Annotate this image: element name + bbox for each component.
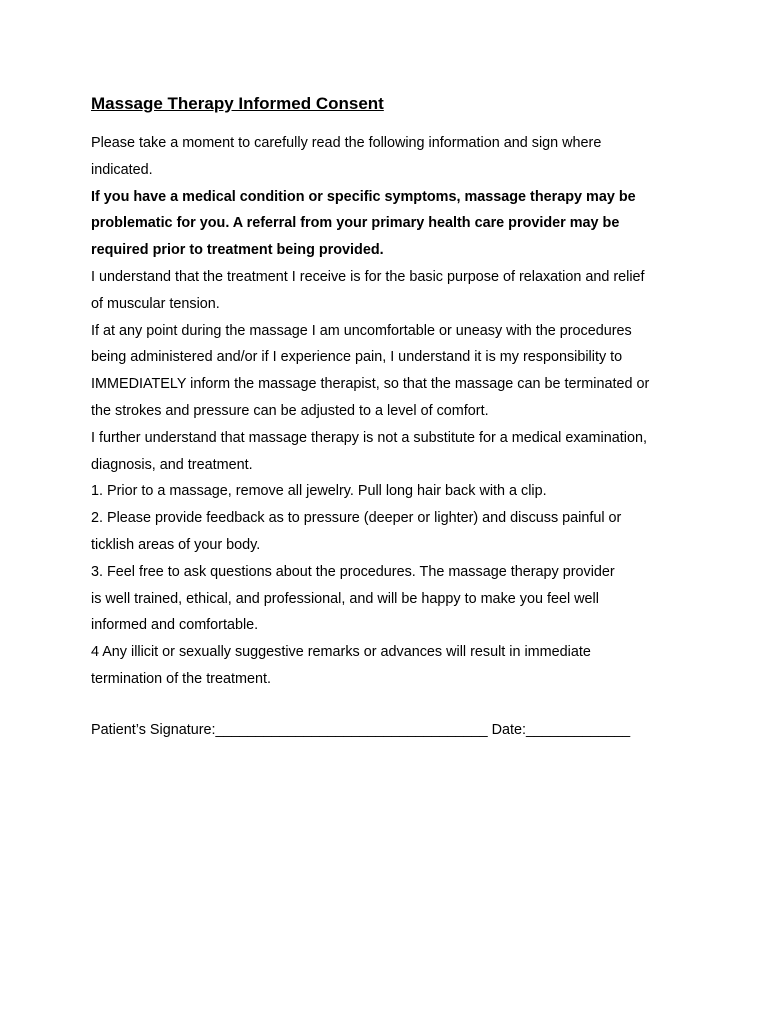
paragraph-line: of muscular tension.	[91, 295, 220, 312]
paragraph-line: required prior to treatment being provided.	[91, 242, 384, 259]
paragraph-line: termination of the treatment.	[91, 670, 271, 687]
paragraph-line: IMMEDIATELY inform the massage therapist, so that the massage can be terminated or	[91, 376, 650, 393]
paragraph-line: problematic for you. A referral from your primary health care provider may be	[91, 215, 620, 232]
paragraph-line: Please take a moment to carefully read the following information and sign where	[91, 135, 602, 151]
paragraph-line: 4 Any illicit or sexually suggestive remarks or advances will result in immediate	[91, 644, 591, 661]
document-title: Massage Therapy Informed Consent	[91, 94, 384, 113]
signature-date-line: Patient’s Signature:__________________________________ Date:_____________	[91, 722, 631, 738]
document-body	[91, 130, 731, 693]
paragraph-line: indicated.	[91, 161, 153, 178]
paragraph-line: diagnosis, and treatment.	[91, 456, 253, 473]
paragraph-line: informed and comfortable.	[91, 617, 259, 634]
paragraph-line: I understand that the treatment I receive is for the basic purpose of relaxation and relief	[91, 268, 645, 285]
paragraph-line: being administered and/or if I experience pain, I understand it is my responsibility to	[91, 349, 623, 366]
paragraph-line: ticklish areas of your body.	[91, 536, 261, 553]
paragraph-line: 1. Prior to a massage, remove all jewelry. Pull long hair back with a clip.	[91, 483, 547, 500]
paragraph-line: is well trained, ethical, and professional, and will be happy to make you feel well	[91, 590, 599, 607]
paragraph-line: 2. Please provide feedback as to pressure (deeper or lighter) and discuss painful or	[91, 510, 622, 527]
paragraph-line: the strokes and pressure can be adjusted to a level of comfort.	[91, 402, 489, 419]
paragraph-line: If at any point during the massage I am uncomfortable or uneasy with the procedures	[91, 322, 632, 339]
paragraph-line: 3. Feel free to ask questions about the procedures. The massage therapy provider	[91, 563, 615, 580]
paragraph-line: If you have a medical condition or specific symptoms, massage therapy may be	[91, 188, 636, 205]
paragraph-line: I further understand that massage therapy is not a substitute for a medical examination,	[91, 429, 647, 446]
